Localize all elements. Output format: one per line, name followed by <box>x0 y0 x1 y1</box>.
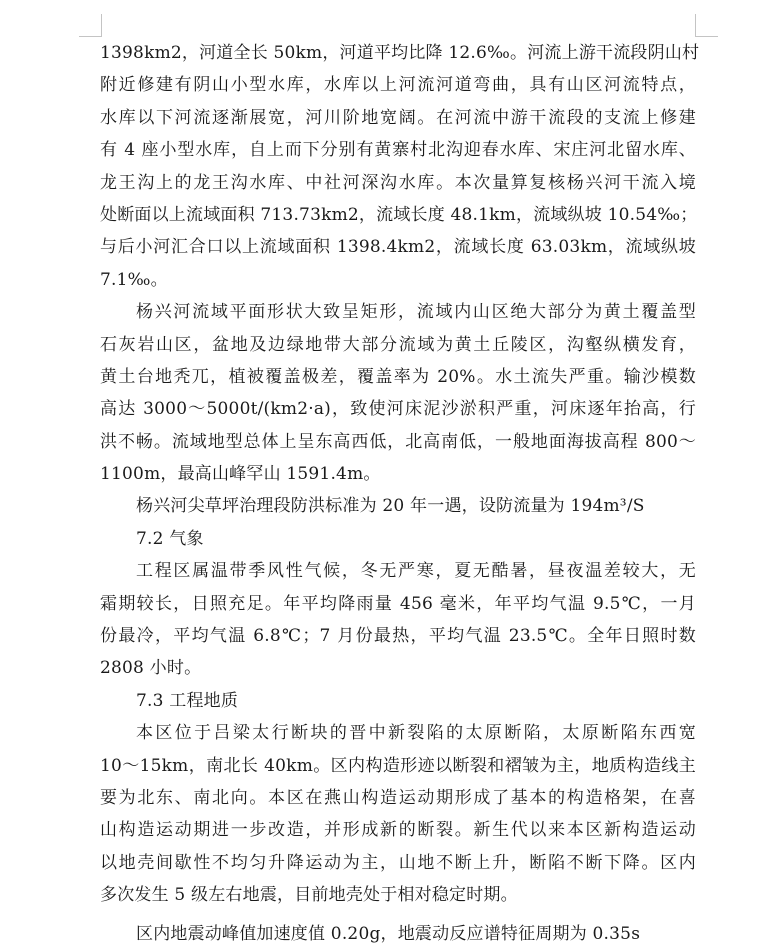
text-line: 工程区属温带季风性气候，冬无严寒，夏无酷暑，昼夜温差较大，无 <box>136 561 696 582</box>
text-line: 高达 3000～5000t/(km2·a)，致使河床泥沙淤积严重，河床逐年抬高，行 <box>100 399 696 420</box>
text-line: 杨兴河流域平面形状大致呈矩形，流域内山区绝大部分为黄土覆盖型 <box>136 302 696 323</box>
text-line: 附近修建有阴山小型水库，水库以上河流河道弯曲，具有山区河流特点， <box>100 75 696 96</box>
section-heading-climate: 7.2 气象 <box>136 528 204 549</box>
paragraph-watershed-overview <box>100 37 700 296</box>
paragraph-terrain <box>100 296 696 490</box>
text-line: 多次发生 5 级左右地震，目前地壳处于相对稳定时期。 <box>100 885 518 906</box>
text-line: 2808 小时。 <box>100 658 202 679</box>
text-line: 洪不畅。流域地型总体上呈东高西低，北高南低，一般地面海拔高程 800～ <box>100 431 696 452</box>
text-line: 7.1‰。 <box>100 269 168 290</box>
text-line: 黄土台地秃兀，植被覆盖极差，覆盖率为 20%。水土流失严重。输沙模数 <box>100 366 696 387</box>
text-line: 有 4 座小型水库，自上而下分别有黄寨村北沟迎春水库、宋庄河北留水库、 <box>100 140 696 161</box>
top-left-crop-mark <box>79 14 102 37</box>
section-heading-geology: 7.3 工程地质 <box>136 690 239 711</box>
text-line: 1100m，最高山峰罕山 1591.4m。 <box>100 464 381 485</box>
document-body <box>100 37 700 944</box>
text-line: 山构造运动期进一步改造，并形成新的断裂。新生代以来本区新构造运动 <box>100 820 696 841</box>
text-line: 杨兴河尖草坪治理段防洪标准为 20 年一遇，设防流量为 194m³/S <box>136 496 645 517</box>
cut-off-text-wrapper <box>100 918 696 944</box>
text-line: 石灰岩山区，盆地及边绿地带大部分流域为黄土丘陵区，沟壑纵横发育， <box>100 334 696 355</box>
text-line: 霜期较长，日照充足。年平均降雨量 456 毫米，年平均气温 9.5℃，一月 <box>100 593 696 614</box>
paragraph-flood-standard <box>100 490 696 522</box>
text-line: 1398km2，河道全长 50km，河道平均比降 12.6‰。河流上游干流段阴山村 <box>100 43 700 63</box>
text-line: 10～15km，南北长 40km。区内构造形迹以断裂和褶皱为主，地质构造线主 <box>100 755 696 776</box>
top-right-crop-mark <box>695 14 718 37</box>
text-line: 份最冷，平均气温 6.8℃；7 月份最热，平均气温 23.5℃。全年日照时数 <box>100 626 696 647</box>
text-line: 本区位于吕梁太行断块的晋中新裂陷的太原断陷，太原断陷东西宽 <box>136 723 696 744</box>
paragraph-geology <box>100 717 696 944</box>
text-line: 要为北东、南北向。本区在燕山构造运动期形成了基本的构造格架，在喜 <box>100 787 696 808</box>
text-line-cut-off: 区内地震动峰值加速度值 0.20g，地震动反应谱特征周期为 0.35s <box>136 923 641 944</box>
text-line: 与后小河汇合口以上流域面积 1398.4km2，流域长度 63.03km，流域纵坡 <box>100 237 696 258</box>
text-line: 处断面以上流域面积 713.73km2，流域长度 48.1km，流域纵坡 10.54‰； <box>100 204 698 225</box>
text-line: 龙王沟上的龙王沟水库、中社河深沟水库。本次量算复核杨兴河干流入境 <box>100 172 696 193</box>
paragraph-climate <box>100 555 696 685</box>
text-line: 以地壳间歇性不均匀升降运动为主，山地不断上升，断陷不断下降。区内 <box>100 852 696 873</box>
text-line: 水库以下河流逐渐展宽，河川阶地宽阔。在河流中游干流段的支流上修建 <box>100 107 696 128</box>
